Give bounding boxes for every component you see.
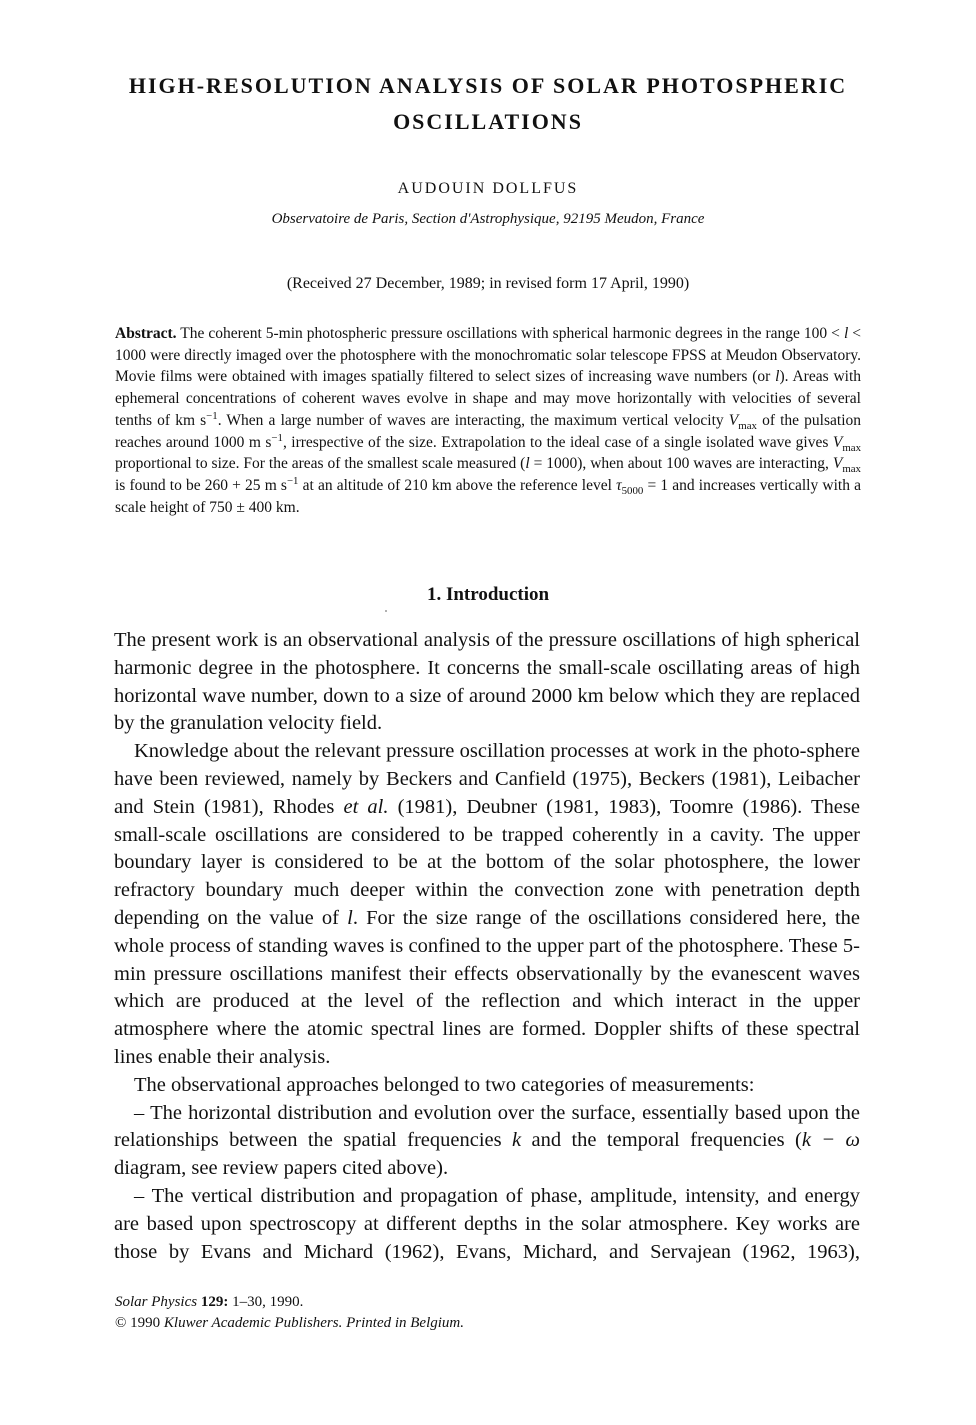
- paragraph-3: The observational approaches belonged to two categories of measurements:: [134, 1073, 755, 1096]
- abstract-label: Abstract.: [115, 325, 177, 342]
- journal-citation: [115, 1292, 464, 1313]
- math-subscript: max: [738, 419, 757, 432]
- paragraph-text: – The horizontal distribution and evolution over the surface, essentially based upon the relationships between the spatial frequencies: [114, 1101, 860, 1152]
- paragraph-text: . For the size range of the oscillations considered here, the whole process of standing waves is confined to the upper part of the photosphere. These 5-min pressure oscillations manifest their effects observationally by the evanescent waves which are produced at the level of the reflection and which interact in the upper atmosphere where the atomic spectral lines are formed. Doppler shifts of these spectral lines enable their analysis.: [114, 906, 860, 1068]
- paragraph-2: [114, 738, 860, 1072]
- paragraph-text: diagram, see review papers cited above).: [114, 1157, 449, 1180]
- math-l: l: [347, 906, 353, 929]
- paragraph-5: – The vertical distribution and propagation of phase, amplitude, intensity, and energy are based upon spectroscopy at different depths in the solar atmosphere. Key works are those by Evans and Michard (1962), Evans, Michard, and Servajean (1962, 1963),: [114, 1184, 860, 1263]
- abstract-text: , irrespective of the size. Extrapolation to the ideal case of a single isolated wave gives: [282, 433, 833, 451]
- publisher-text: Kluwer Academic Publishers. Printed in Belgium.: [163, 1315, 465, 1331]
- title-line-2: OSCILLATIONS: [393, 109, 583, 134]
- paragraph-text: Knowledge about the relevant pressure oscillation processes at work in the photo-sphere have been reviewed, namely by Beckers and Canfield (1975), Beckers (1981), Leibacher and Stein (1981), Rhodes: [114, 740, 860, 818]
- body-text: [114, 627, 860, 1266]
- abstract-text: at an altitude of 210 km above the reference level: [298, 476, 617, 494]
- math-subscript: 5000: [621, 485, 644, 498]
- math-tau: τ: [616, 476, 622, 494]
- math-v: V: [832, 433, 843, 451]
- abstract-text: = 1000), when about 100 waves are interacting,: [529, 455, 833, 473]
- title-line-1: HIGH-RESOLUTION ANALYSIS OF SOLAR PHOTOSPHERIC: [128, 73, 848, 98]
- math-l: l: [525, 455, 530, 473]
- abstract-text: = 1 and increases vertically with a scale height of 750 ± 400 km.: [115, 476, 861, 516]
- math-v: V: [832, 455, 843, 473]
- et-al: et al.: [343, 795, 389, 818]
- paragraph-text: (1981), Deubner (1981, 1983), Toomre (1986). These small-scale oscillations are considered to be trapped coherently in a cavity. The upper boundary layer is considered to be at the bottom of the solar photosphere, the lower refractory boundary much deeper within the convection zone with penetration depth depending on the value of: [114, 795, 860, 929]
- footer-citation: [115, 1292, 464, 1334]
- abstract: [115, 323, 861, 518]
- paragraph-4: [114, 1100, 860, 1183]
- math-k: k: [512, 1129, 522, 1152]
- abstract-text: . When a large number of waves are interacting, the maximum vertical velocity: [217, 411, 729, 429]
- math-l: l: [775, 368, 780, 386]
- paragraph-1: The present work is an observational analysis of the pressure oscillations of high spherical harmonic degree in the photosphere. It concerns the small-scale oscillating areas of high horizontal wave number, down to a size of around 2000 km below which they are replaced by the granulation velocity field.: [114, 629, 860, 735]
- math-subscript: max: [842, 463, 861, 476]
- copyright-text: © 1990: [115, 1315, 164, 1331]
- journal-volume: 129:: [200, 1294, 229, 1310]
- received-dates: (Received 27 December, 1989; in revised form 17 April, 1990): [286, 275, 690, 292]
- math-v: V: [728, 411, 739, 429]
- paragraph-text: and the temporal frequencies (: [521, 1129, 802, 1152]
- copyright-line: [115, 1313, 464, 1334]
- math-exponent: −1: [206, 409, 218, 422]
- abstract-text: ). Areas with ephemeral concentrations of coherent waves evolve in shape and may move horizontally with velocities of several tenths of km s: [115, 368, 862, 429]
- math-l: l: [843, 325, 849, 342]
- author-name: AUDOUIN DOLLFUS: [397, 180, 579, 197]
- math-subscript: max: [842, 441, 861, 454]
- abstract-text: < 1000 were directly imaged over the photosphere with the monochromatic solar telescope FPSS at Meudon Observatory. Movie films were obtained with images spatially filtered to select sizes of increasing wave numbers (or: [115, 325, 861, 386]
- math-k-omega: k − ω: [801, 1129, 860, 1152]
- math-exponent: −1: [271, 431, 283, 444]
- journal-pages: 1–30, 1990.: [228, 1294, 304, 1310]
- abstract-text: proportional to size. For the areas of the smallest scale measured (: [115, 455, 526, 473]
- author-affiliation: Observatoire de Paris, Section d'Astrophysique, 92195 Meudon, France: [271, 211, 705, 227]
- abstract-text: The coherent 5-min photospheric pressure oscillations with spherical harmonic degrees in the range 100 <: [176, 325, 844, 342]
- abstract-text: of the pulsation reaches around 1000 m s: [115, 411, 861, 451]
- stray-mark: [385, 610, 387, 612]
- section-heading: 1. Introduction: [426, 584, 550, 605]
- abstract-text: is found to be 260 + 25 m s: [115, 476, 287, 494]
- journal-name: Solar Physics: [115, 1294, 198, 1310]
- paper-title: [80, 68, 896, 140]
- math-exponent: −1: [286, 474, 299, 487]
